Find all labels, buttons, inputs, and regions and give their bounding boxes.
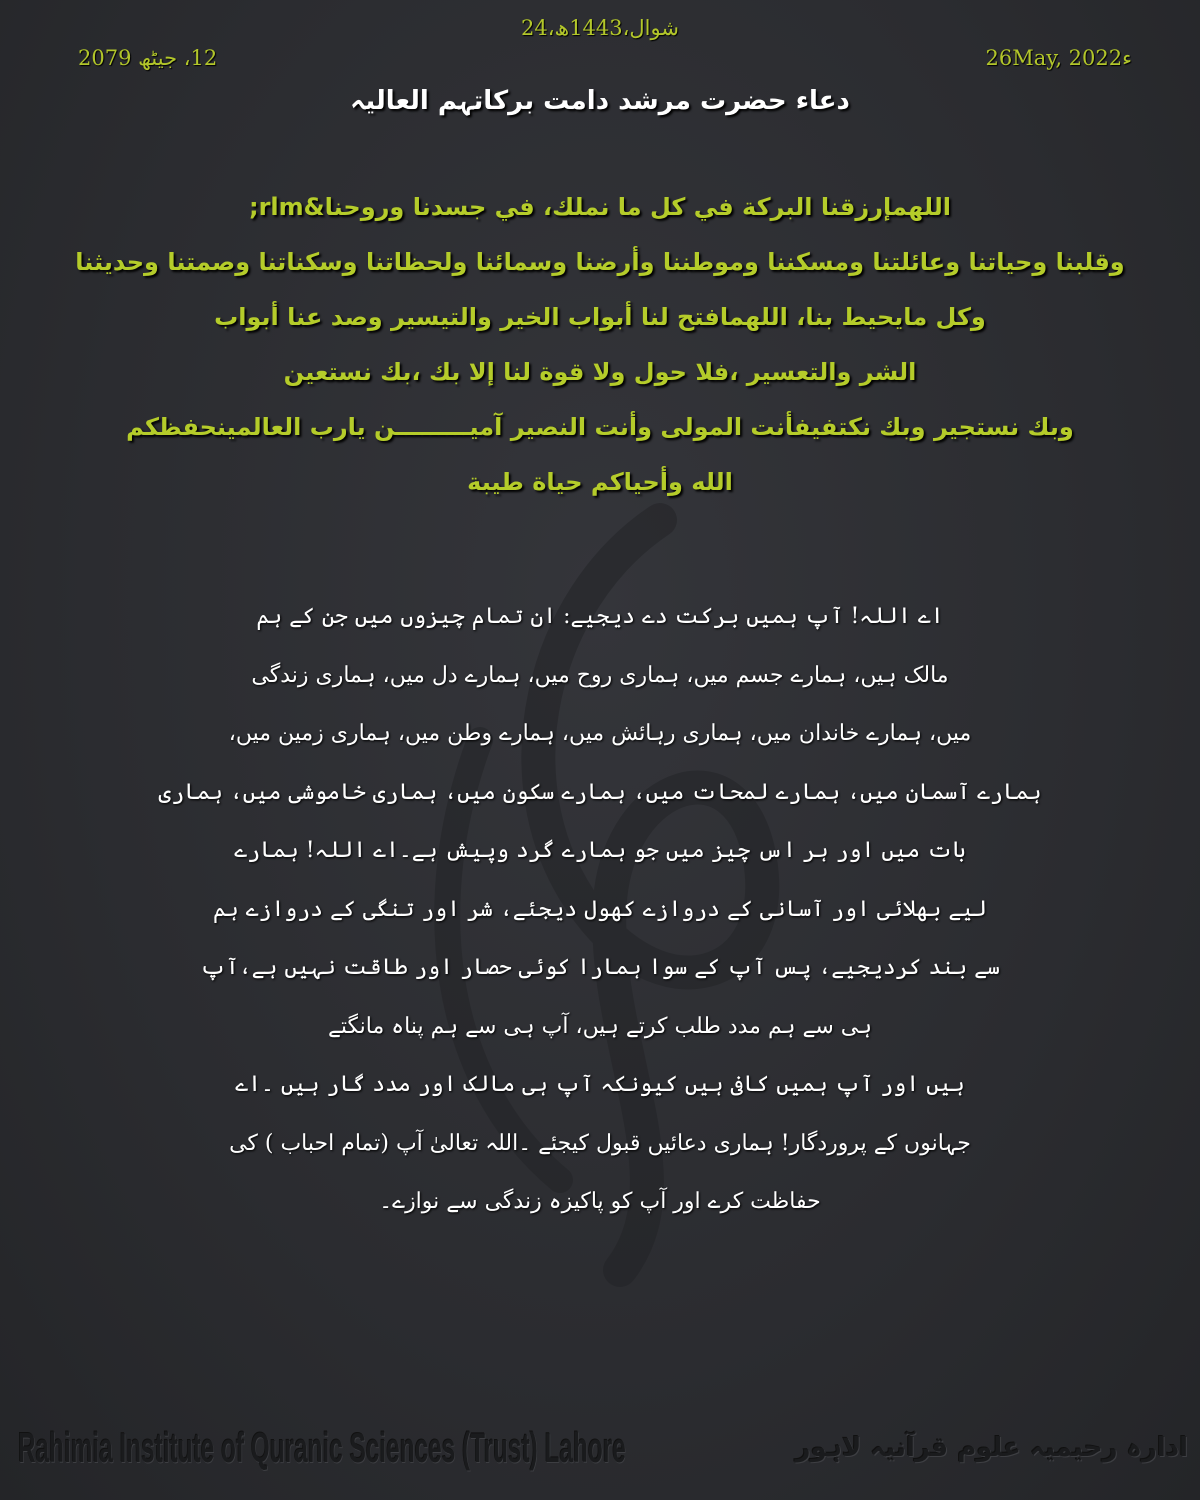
gregorian-date: 26May, 2022ء bbox=[985, 46, 1132, 70]
arabic-line: وقلبنا وحياتنا وعائلتنا ومسكننا وموطننا وأرضنا وسمائنا ولحظاتنا وسكناتنا وصمتنا وحديثنا bbox=[75, 248, 1125, 276]
arabic-line: الشر والتعسير ،فلا حول ولا قوة لنا إلا بك ،بك نستعين bbox=[283, 358, 917, 386]
arabic-line: الله وأحياكم حياة طيبة bbox=[467, 468, 733, 496]
urdu-line: حفاظت کرے اور آپ کو پاکیزہ زندگی سے نوازے۔ bbox=[379, 1189, 821, 1214]
institute-name-english: Rahimia Institute of Quranic Sciences (Trust) Lahore bbox=[18, 1424, 626, 1471]
page-title: دعاء حضرت مرشد دامت برکاتہم العالیہ bbox=[350, 86, 850, 116]
urdu-line: ہمارے آسمان میں، ہمارے لمحات میں، ہمارے سکون میں، ہماری خاموشی میں، ہماری bbox=[158, 779, 1042, 805]
arabic-line: اللهمإرزقنا البركة في كل ما نملك، في جسدنا وروحنا&rlm; bbox=[248, 193, 952, 221]
bikrami-date: 12، جیٹھ 2079 bbox=[78, 46, 218, 70]
arabic-line: وكل مايحيط بنا، اللهمافتح لنا أبواب الخير والتيسير وصد عنا أبواب bbox=[214, 303, 986, 331]
urdu-line: مالک ہیں، ہمارے جسم میں، ہماری روح میں، ہمارے دل میں، ہماری زندگی bbox=[251, 662, 949, 688]
footer bbox=[0, 1420, 1200, 1480]
urdu-line: سے بند کردیجیے، پس آپ کے سوا ہمارا کوئی حصار اور طاقت نہیں ہے،آپ bbox=[200, 955, 1000, 980]
arabic-line: وبك نستجير وبك نكتفيفأنت المولى وأنت النصير آميـــــــــن يارب العالمينحفظكم bbox=[126, 413, 1074, 441]
urdu-line: میں، ہمارے خاندان میں، ہماری رہائش میں، ہمارے وطن میں، ہماری زمین میں، bbox=[228, 721, 972, 746]
urdu-line: ہی سے ہم مدد طلب کرتے ہیں، آپ ہی سے ہم پناہ مانگتے bbox=[327, 1013, 873, 1039]
urdu-line: بات میں اور ہر اس چیز میں جو ہمارے گرد وپیش ہے۔اے اللہ! ہمارے bbox=[234, 838, 966, 863]
urdu-line: جہانوں کے پروردگار! ہماری دعائیں قبول کیجئے ۔اللہ تعالیٰ آپ (تمام احباب ) کی bbox=[229, 1130, 971, 1156]
urdu-line: اے اللہ! آپ ہمیں برکت دے دیجیے: ان تمام چیزوں میں جن کے ہم bbox=[256, 604, 944, 629]
urdu-line: لیے بھلائی اور آسانی کے دروازے کھول دیجئے، شر اور تنگی کے دروازے ہم bbox=[212, 896, 988, 922]
arabic-prayer bbox=[60, 180, 1140, 510]
hijri-date: 24،شوال،1443ھ bbox=[521, 16, 679, 40]
urdu-line: ہیں اور آپ ہمیں کافی ہیں کیونکہ آپ ہی مالک اور مدد گار ہیں ۔اے bbox=[235, 1072, 965, 1097]
urdu-translation bbox=[120, 588, 1080, 1232]
institute-name-urdu-logo: ادارہ رحیمیہ علوم قرآنیہ لاہور bbox=[795, 1433, 1188, 1463]
